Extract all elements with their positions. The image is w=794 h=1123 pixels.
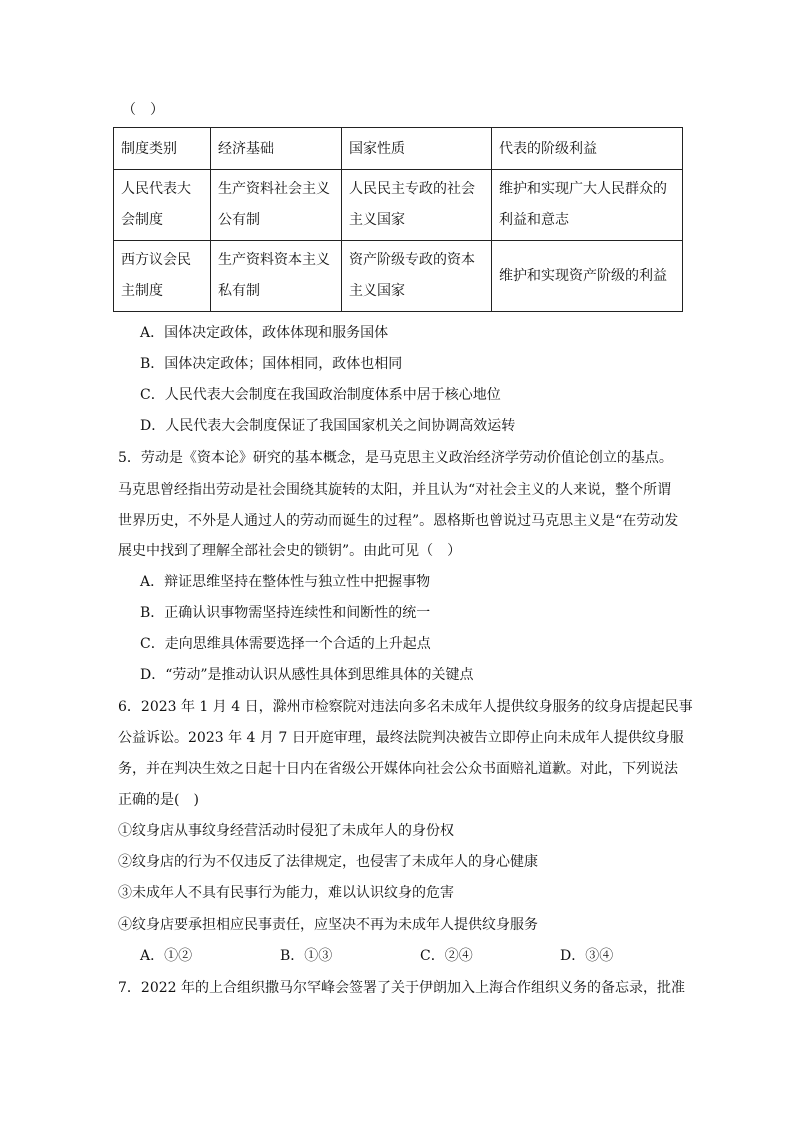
- q6-choice-c[interactable]: C．②④: [420, 948, 473, 964]
- table-cell: 西方议会民主制度: [114, 241, 211, 312]
- table-header-cell: 国家性质: [342, 128, 492, 170]
- table-header-cell: 代表的阶级利益: [492, 128, 683, 170]
- q4-option-d[interactable]: D．人民代表大会制度保证了我国国家机关之间协调高效运转: [140, 418, 516, 434]
- q6-stem-line: 公益诉讼。2023 年 4 月 7 日开庭审理，最终法院判决被告立即停止向未成年人提供纹身服: [118, 730, 684, 746]
- q5-stem-line: 展史中找到了理解全部社会史的锁钥”。由此可见（ ）: [118, 543, 462, 559]
- comparison-table: [113, 127, 683, 312]
- q5-stem-line: 马克思曾经指出劳动是社会围绕其旋转的太阳，并且认为“对社会主义的人来说，整个所谓: [118, 482, 672, 498]
- table-cell: 人民代表大会制度: [114, 170, 211, 241]
- table-row: [114, 170, 683, 241]
- q4-option-c[interactable]: C．人民代表大会制度在我国政治制度体系中居于核心地位: [140, 387, 501, 403]
- q6-statement-4: ④纹身店要承担相应民事责任，应坚决不再为未成年人提供纹身服务: [118, 917, 538, 933]
- q5-option-a[interactable]: A．辩证思维坚持在整体性与独立性中把握事物: [140, 574, 431, 590]
- q4-option-b[interactable]: B．国体决定政体；国体相同，政体也相同: [140, 356, 403, 372]
- table-cell: 维护和实现广大人民群众的利益和意志: [492, 170, 683, 241]
- table-cell: 生产资料社会主义公有制: [211, 170, 342, 241]
- q6-statement-2: ②纹身店的行为不仅违反了法律规定，也侵害了未成年人的身心健康: [118, 854, 538, 870]
- q6-choice-a[interactable]: A．①②: [140, 948, 193, 964]
- q6-choice-d[interactable]: D．③④: [560, 948, 614, 964]
- q5-stem-line: 世界历史，不外是人通过人的劳动而诞生的过程”。恩格斯也曾说过马克思主义是“在劳动发: [118, 513, 679, 529]
- table-row: [114, 241, 683, 312]
- q5-stem-line: 5．劳动是《资本论》研究的基本概念，是马克思主义政治经济学劳动价值论创立的基点。: [118, 450, 673, 466]
- table-cell: 维护和实现资产阶级的利益: [492, 241, 683, 312]
- q6-stem-line: 6．2023 年 1 月 4 日，滁州市检察院对违法向多名未成年人提供纹身服务的纹身店提起民事: [118, 699, 693, 715]
- q5-option-c[interactable]: C．走向思维具体需要选择一个合适的上升起点: [140, 636, 431, 652]
- q5-option-d[interactable]: D．“劳动”是推动认识从感性具体到思维具体的关键点: [140, 667, 474, 683]
- q6-choices: [140, 946, 700, 966]
- table-cell: 生产资料资本主义私有制: [211, 241, 342, 312]
- q6-stem-line: 正确的是( ): [118, 792, 199, 808]
- table-cell: 人民民主专政的社会主义国家: [342, 170, 492, 241]
- q4-answer-bracket: （ ）: [122, 102, 164, 118]
- table-cell: 资产阶级专政的资本主义国家: [342, 241, 492, 312]
- q6-stem-line: 务，并在判决生效之日起十日内在省级公开媒体向社会公众书面赔礼道歉。对此，下列说法: [118, 761, 678, 777]
- q6-choice-b[interactable]: B．①③: [280, 948, 333, 964]
- q7-stem-line: 7．2022 年的上合组织撒马尔罕峰会签署了关于伊朗加入上海合作组织义务的备忘录，批准: [118, 980, 685, 996]
- table-header-cell: 制度类别: [114, 128, 211, 170]
- table-header-row: [114, 128, 683, 170]
- q6-statement-1: ①纹身店从事纹身经营活动时侵犯了未成年人的身份权: [118, 823, 454, 839]
- q4-option-a[interactable]: A．国体决定政体，政体体现和服务国体: [140, 325, 389, 341]
- q6-statement-3: ③未成年人不具有民事行为能力，难以认识纹身的危害: [118, 885, 454, 901]
- table-header-cell: 经济基础: [211, 128, 342, 170]
- q5-option-b[interactable]: B．正确认识事物需坚持连续性和间断性的统一: [140, 605, 431, 621]
